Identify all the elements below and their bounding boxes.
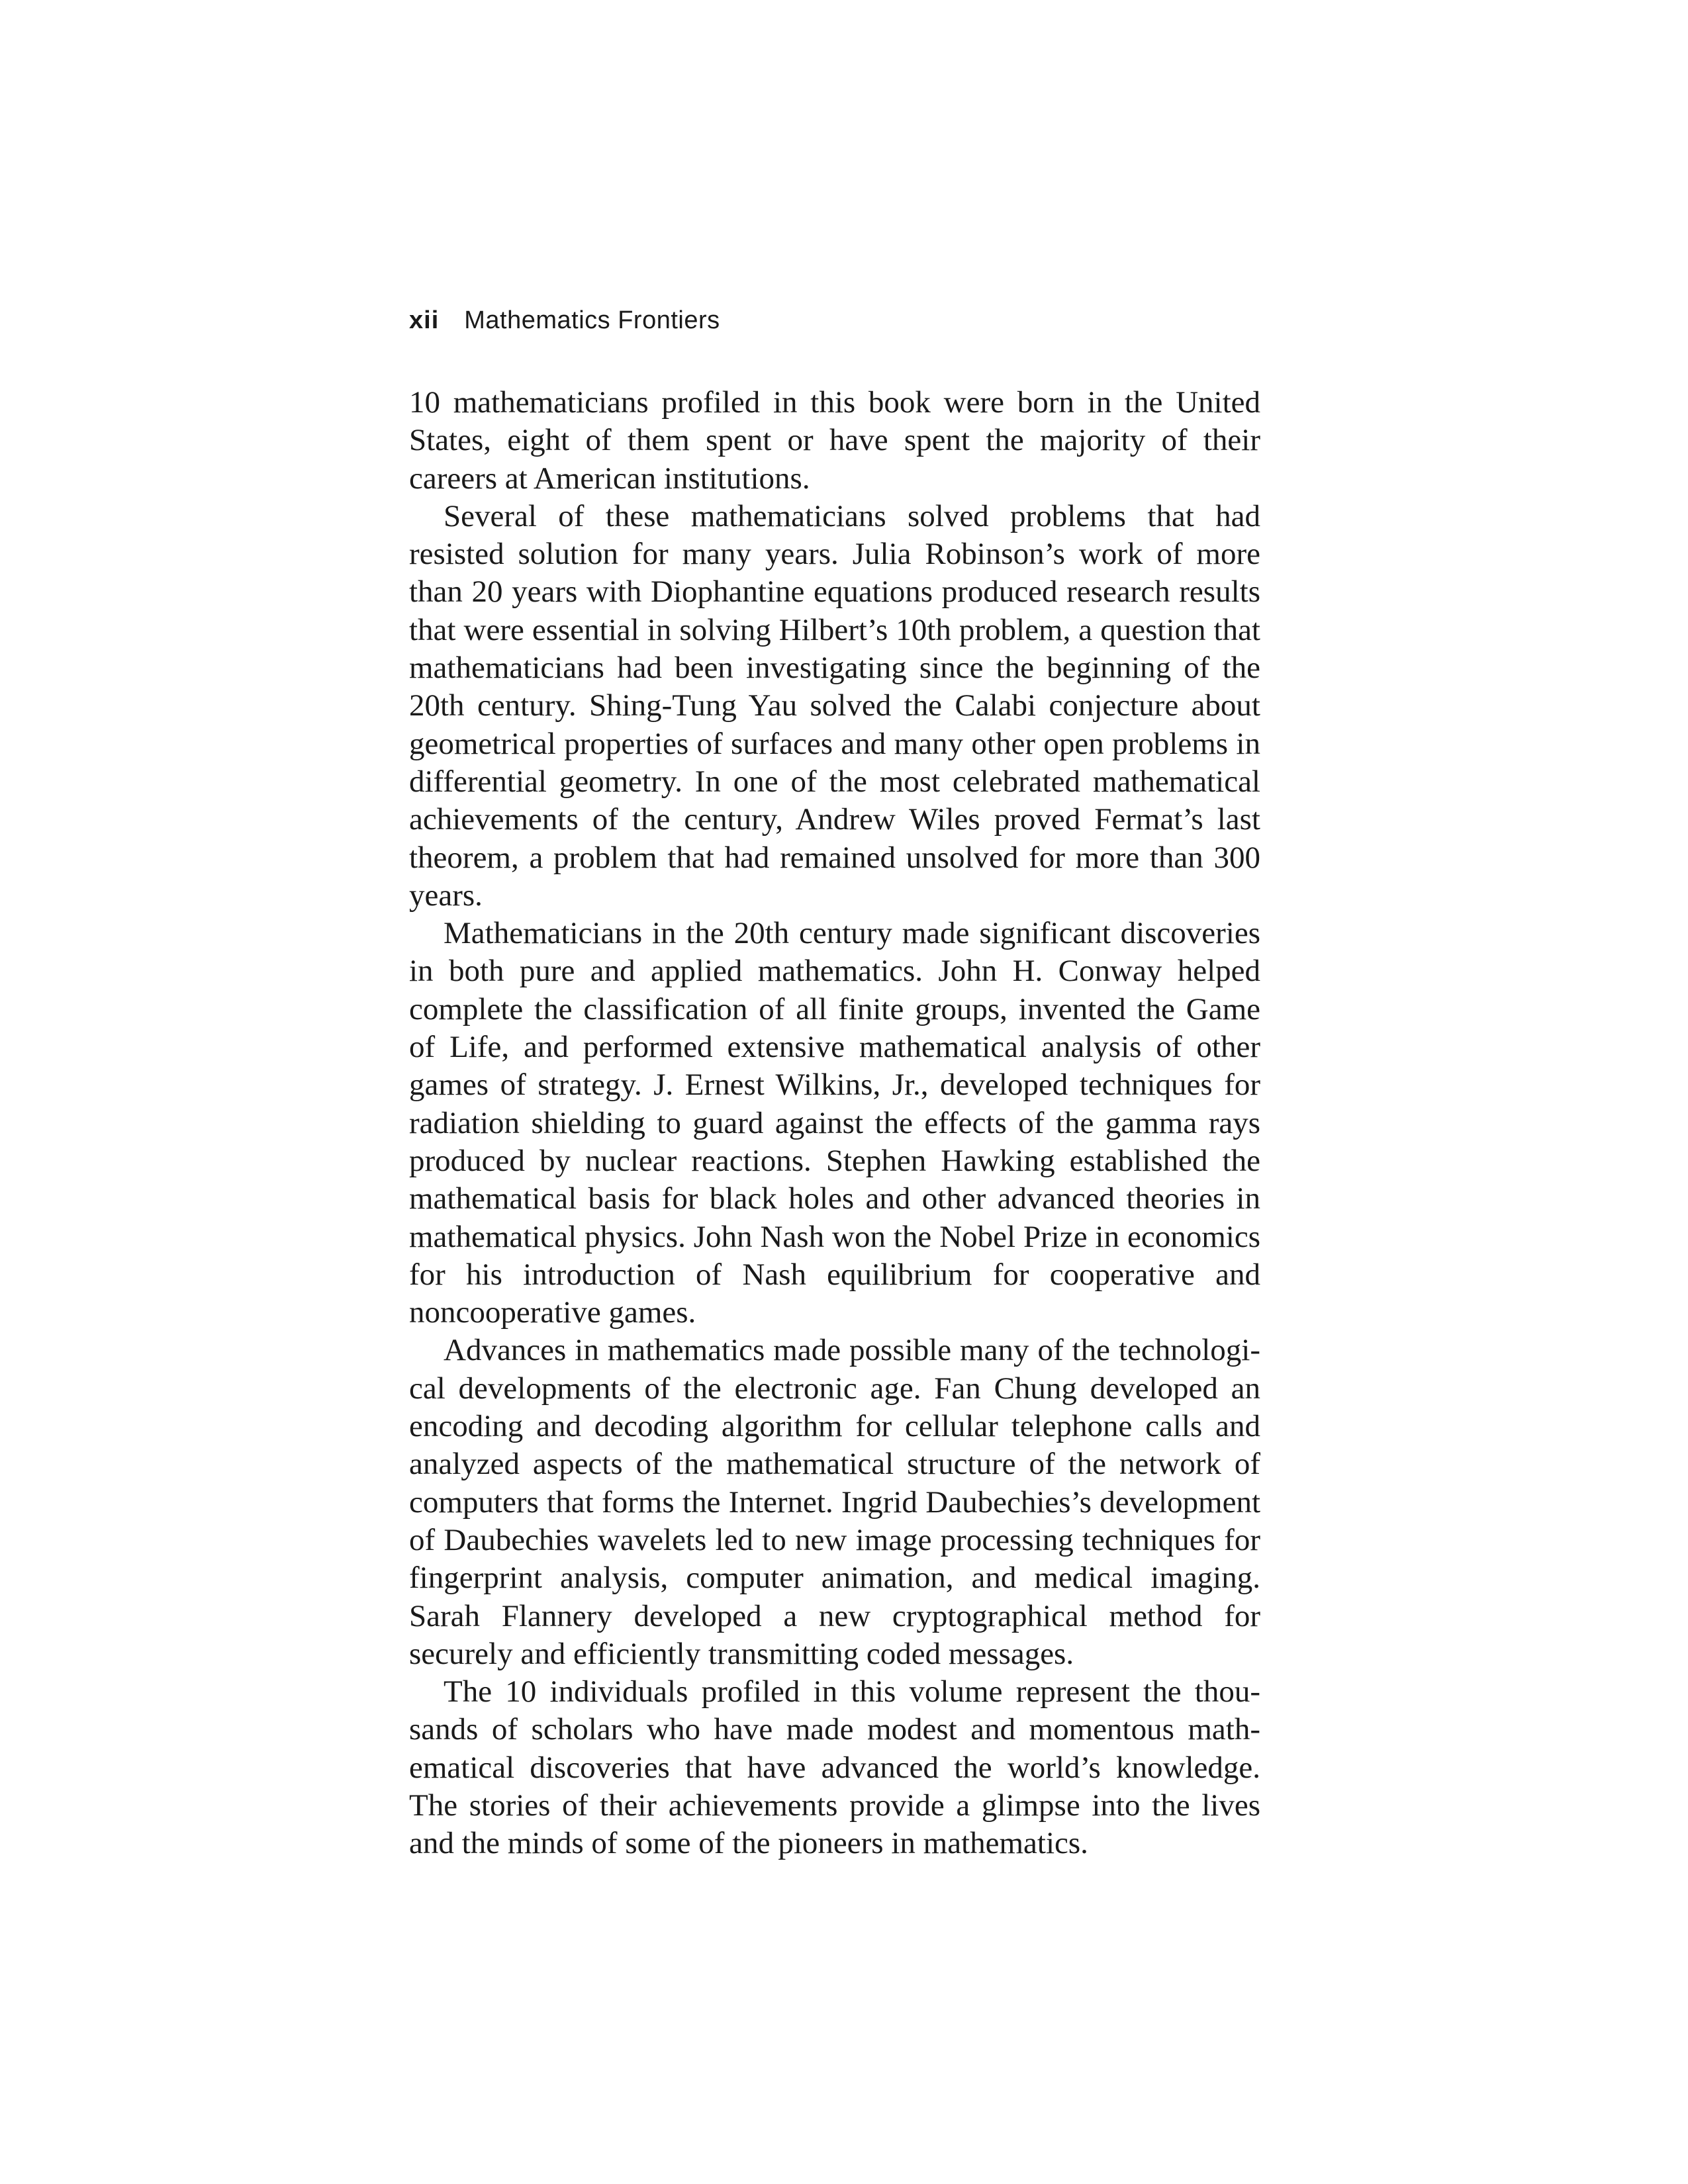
running-title: Mathematics Frontiers — [464, 306, 720, 334]
paragraph-4: Advances in mathematics made possible many of the technological developments of the electronic age. Fan Chung developed an encoding and decoding algorithm for cellular telephone calls and analyzed aspects of the mathematical structure of the network of computers that forms the Internet. Ingrid Daubechies’s development of Daubechies wavelets led to new image processing techniques for fingerprint analysis, computer animation, and medical imaging. Sarah Flannery developed a new cryptographical method for securely and efficiently transmitting coded messages. — [409, 1333, 1260, 1671]
paragraph-5: The 10 individuals profiled in this volume represent the thousands of scholars who have made modest and momentous mathematical discoveries that have advanced the world’s knowledge. The stories of their achievements provide a glimpse into the lives and the minds of some of the pioneers in mathematics. — [409, 1674, 1260, 1861]
paragraph-2: Several of these mathematicians solved problems that had resisted solution for many years. Julia Robinson’s work of more than 20 years with Diophantine equations produced research results that were essential in solving Hilbert’s 10th problem, a question that mathematicians had been investigating since the beginning of the 20th century. Shing-Tung Yau solved the Calabi conjecture about geometrical properties of surfaces and many other open problems in differential geometry. In one of the most celebrated mathematical achievements of the century, Andrew Wiles proved Fermat’s last theorem, a problem that had remained unsolved for more than 300 years. — [409, 498, 1260, 913]
running-head — [409, 306, 720, 346]
paragraph-3: Mathematicians in the 20th century made significant discoveries in both pure and applied mathematics. John H. Conway helped complete the classification of all finite groups, invented the Game of Life, and performed extensive mathematical analysis of other games of strategy. J. Ernest Wilkins, Jr., developed techniques for radiation shielding to guard against the effects of the gamma rays produced by nuclear reactions. Stephen Hawking established the mathematical basis for black holes and other advanced theories in mathematical physics. John Nash won the Nobel Prize in economics for his introduction of Nash equilibrium for cooperative and noncooperative games. — [409, 916, 1260, 1330]
body-text — [409, 384, 1260, 1863]
page-number: xii — [409, 306, 440, 334]
paragraph-1: 10 mathematicians profiled in this book were born in the United States, eight of them spent or have spent the majority of their careers at American institutions. — [409, 385, 1260, 496]
